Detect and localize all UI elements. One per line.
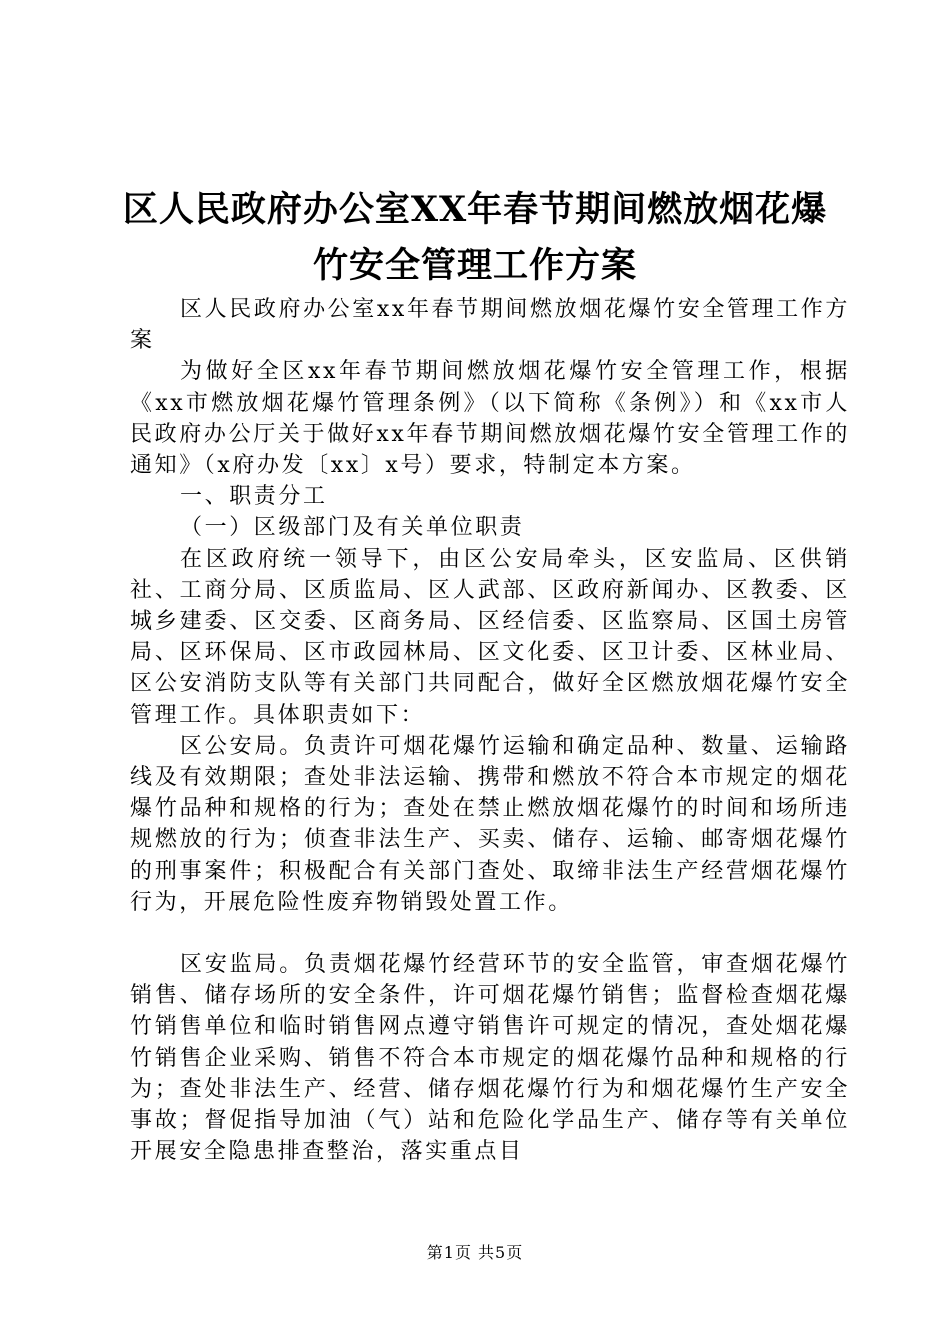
document-title-line-1: 区人民政府办公室XX年春节期间燃放烟花爆: [122, 189, 828, 230]
paragraph-leadership: 在区政府统一领导下，由区公安局牵头，区安监局、区供销社、工商分局、区质监局、区人武部、区政府新闻办、区教委、区城乡建委、区交委、区商务局、区经信委、区监察局、区国土房管局、区环保局、区市政园林局、区文化委、区卫计委、区林业局、区公安消防支队等有关部门共同配合，做好全区燃放烟花爆竹安全管理工作。具体职责如下：: [130, 546, 850, 728]
section-heading: 一、职责分工: [180, 484, 328, 510]
paragraph-safety-supervision: 区安监局。负责烟花爆竹经营环节的安全监管，审查烟花爆竹销售、储存场所的安全条件，许可烟花爆竹销售；监督检查烟花爆竹销售单位和临时销售网点遵守销售许可规定的情况，查处烟花爆竹销售企业采购、销售不符合本市规定的烟花爆竹品种和规格的行为；查处非法生产、经营、储存烟花爆竹行为和烟花爆竹生产安全事故；督促指导加油（气）站和危险化学品生产、储存等有关单位开展安全隐患排查整治，落实重点目: [130, 952, 850, 1165]
subsection-heading: （一）区级部门及有关单位职责: [180, 515, 525, 541]
page-number: 第1页 共5页: [426, 1243, 524, 1262]
paragraph-subtitle: 区人民政府办公室xx年春节期间燃放烟花爆竹安全管理工作方案: [130, 297, 850, 354]
paragraph-public-security: 区公安局。负责许可烟花爆竹运输和确定品种、数量、运输路线及有效期限；查处非法运输、携带和燃放不符合本市规定的烟花爆竹品种和规格的行为；查处在禁止燃放烟花爆竹的时间和场所违规燃放的行为；侦查非法生产、买卖、储存、运输、邮寄烟花爆竹的刑事案件；积极配合有关部门查处、取缔非法生产经营烟花爆竹行为，开展危险性废弃物销毁处置工作。: [130, 733, 850, 915]
paragraph-gap: [130, 918, 850, 949]
document-title-line-2: 竹安全管理工作方案: [312, 245, 637, 286]
document-body: [130, 294, 850, 1167]
paragraph-intro: 为做好全区xx年春节期间燃放烟花爆竹安全管理工作，根据《xx市燃放烟花爆竹管理条例》（以下简称《条例》）和《xx市人民政府办公厅关于做好xx年春节期间燃放烟花爆竹安全管理工作的通知》（x府办发〔xx〕x号）要求，特制定本方案。: [130, 359, 850, 479]
